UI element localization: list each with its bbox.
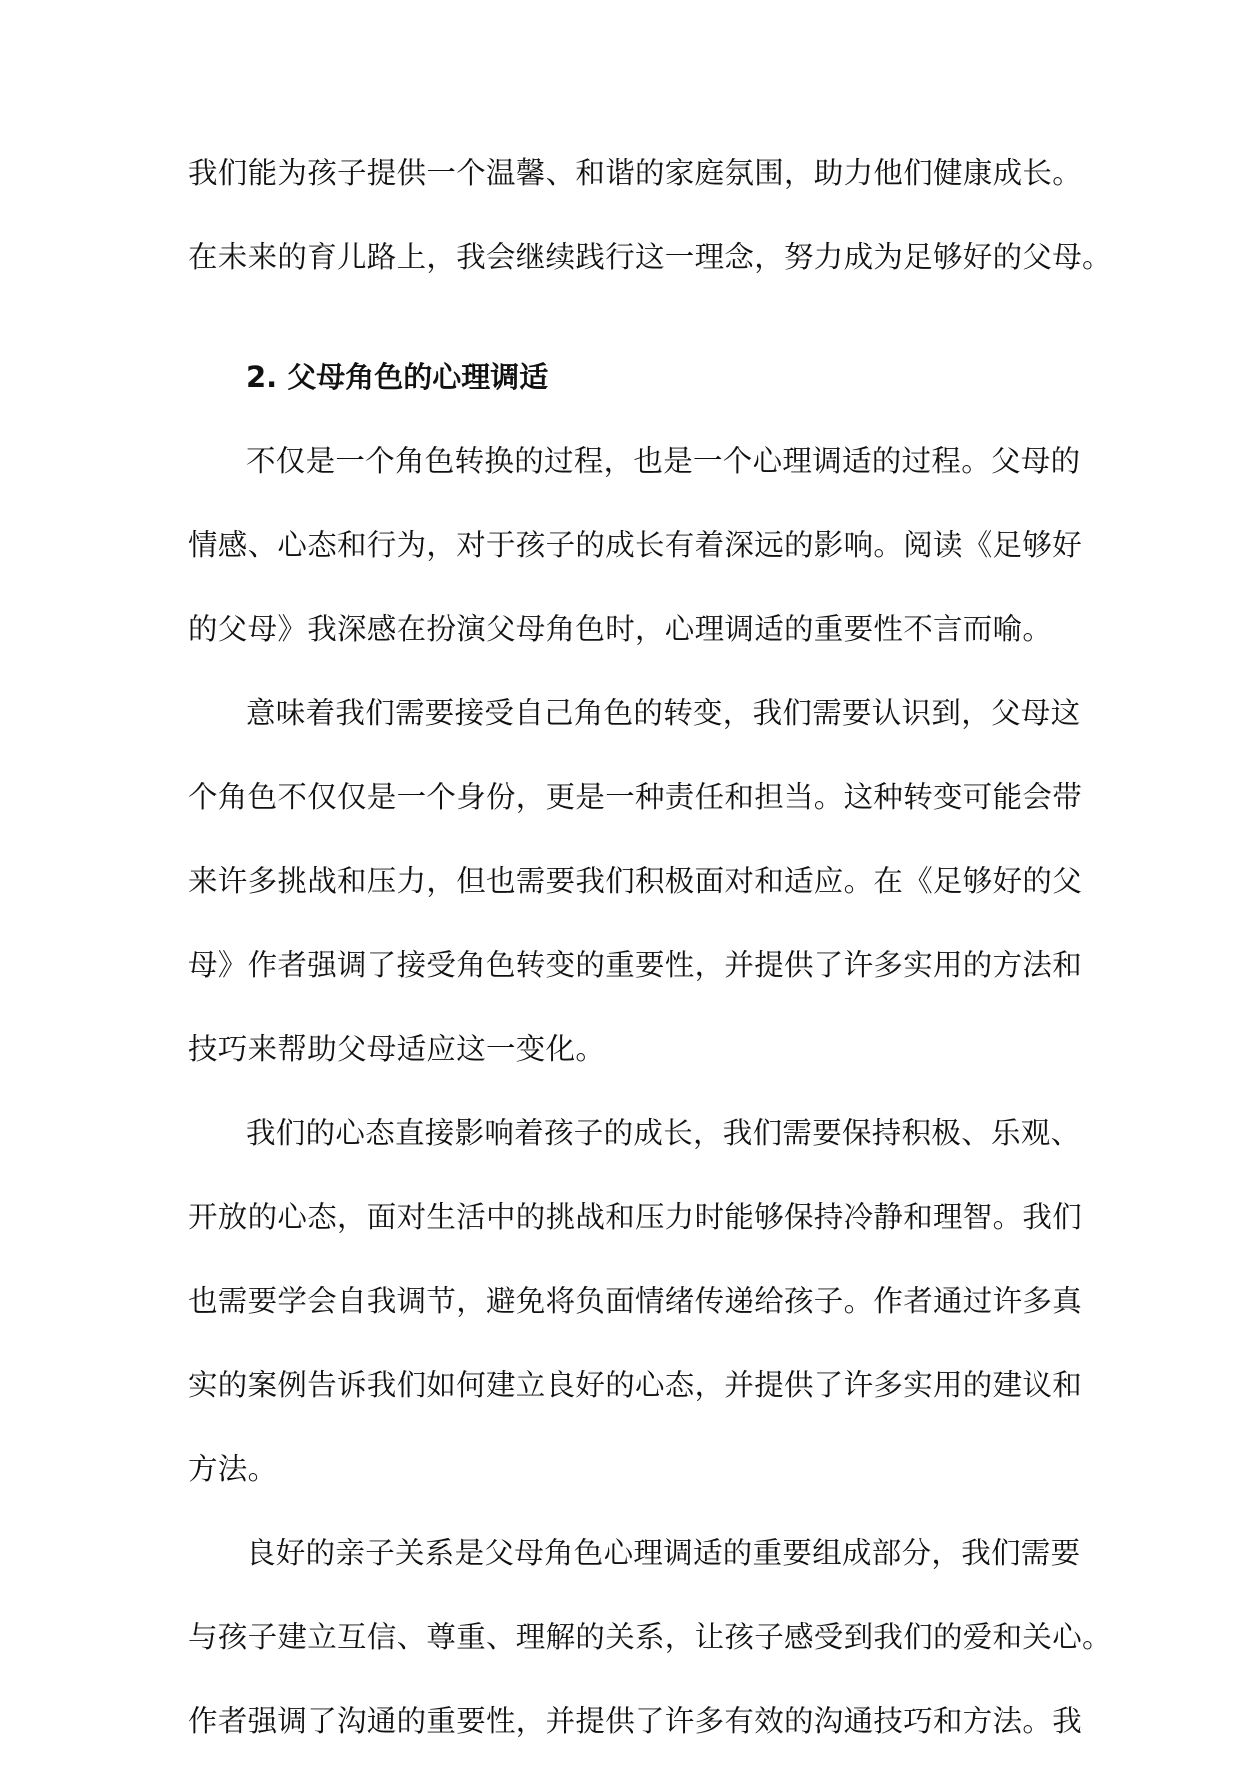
text-line: 的父母》我深感在扮演父母角色时，心理调适的重要性不言而喻。 bbox=[188, 612, 1053, 646]
text-line: 我们的心态直接影响着孩子的成长，我们需要保持积极、乐观、 bbox=[246, 1116, 1081, 1150]
document-body bbox=[188, 140, 1112, 1772]
text-line: 个角色不仅仅是一个身份，更是一种责任和担当。这种转变可能会带 bbox=[188, 780, 1083, 814]
text-line: 与孩子建立互信、尊重、理解的关系，让孩子感受到我们的爱和关心。 bbox=[188, 1620, 1112, 1654]
text-line: 也需要学会自我调节，避免将负面情绪传递给孩子。作者通过许多真 bbox=[188, 1284, 1083, 1318]
paragraph-4 bbox=[188, 1520, 1112, 1772]
text-line: 不仅是一个角色转换的过程，也是一个心理调适的过程。父母的 bbox=[246, 444, 1081, 478]
text-line: 开放的心态，面对生活中的挑战和压力时能够保持冷静和理智。我们 bbox=[188, 1200, 1083, 1234]
text-line: 作者强调了沟通的重要性，并提供了许多有效的沟通技巧和方法。我 bbox=[188, 1704, 1083, 1738]
text-line: 实的案例告诉我们如何建立良好的心态，并提供了许多实用的建议和 bbox=[188, 1368, 1083, 1402]
text-line: 在未来的育儿路上，我会继续践行这一理念，努力成为足够好的父母。 bbox=[188, 240, 1112, 274]
text-line: 良好的亲子关系是父母角色心理调适的重要组成部分，我们需要 bbox=[246, 1536, 1081, 1570]
paragraph-3 bbox=[188, 1100, 1083, 1520]
text-line: 技巧来帮助父母适应这一变化。 bbox=[188, 1032, 606, 1066]
paragraph-2 bbox=[188, 680, 1083, 1100]
text-line: 情感、心态和行为，对于孩子的成长有着深远的影响。阅读《足够好 bbox=[188, 528, 1083, 562]
text-line: 意味着我们需要接受自己角色的转变，我们需要认识到，父母这 bbox=[246, 696, 1081, 730]
text-line: 我们能为孩子提供一个温馨、和谐的家庭氛围，助力他们健康成长。 bbox=[188, 156, 1083, 190]
paragraph-1 bbox=[188, 428, 1083, 680]
intro-paragraph bbox=[188, 140, 1112, 308]
text-line: 母》作者强调了接受角色转变的重要性，并提供了许多实用的方法和 bbox=[188, 948, 1083, 982]
text-line: 来许多挑战和压力，但也需要我们积极面对和适应。在《足够好的父 bbox=[188, 864, 1083, 898]
section-heading: 2. 父母角色的心理调适 bbox=[246, 360, 549, 394]
text-line: 方法。 bbox=[188, 1452, 278, 1486]
section-spacer bbox=[188, 308, 1066, 344]
